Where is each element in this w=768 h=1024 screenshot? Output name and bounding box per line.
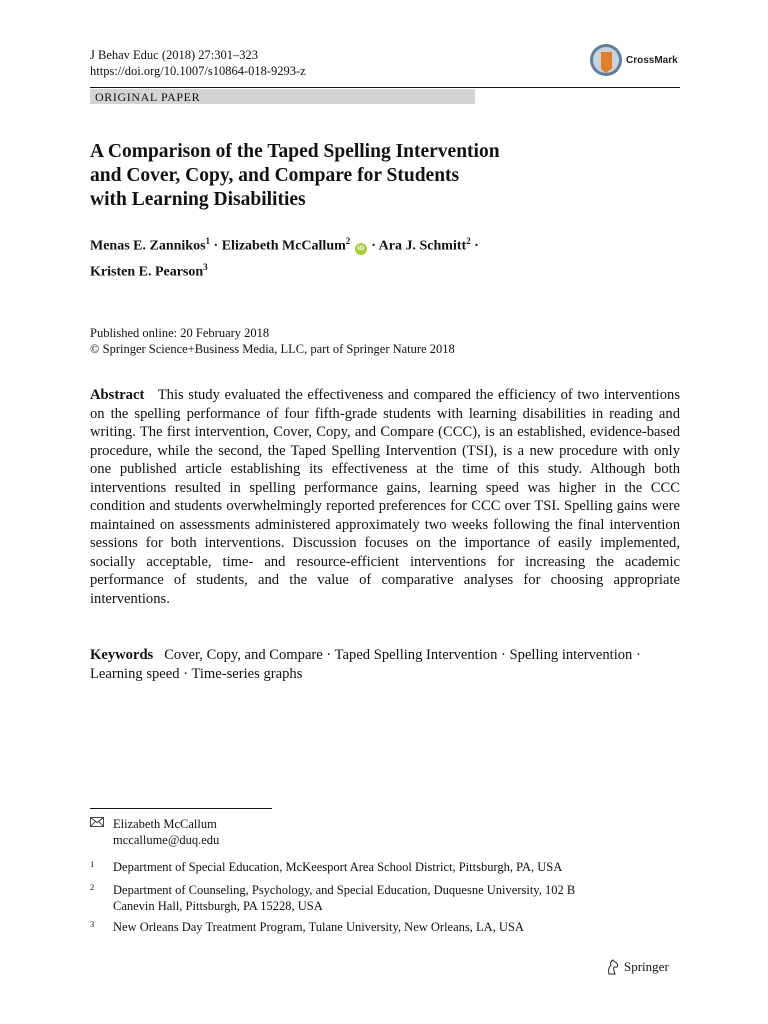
keywords	[90, 646, 680, 683]
copyright: © Springer Science+Business Media, LLC, part of Springer Nature 2018	[90, 342, 455, 356]
envelope-icon	[90, 817, 104, 827]
author-separator: ·	[210, 238, 222, 254]
journal-line: J Behav Educ (2018) 27:301–323	[90, 48, 259, 62]
corresponding-author	[90, 816, 219, 848]
footnote-rule	[90, 808, 272, 809]
article-title	[90, 140, 650, 212]
author-name[interactable]: Ara J. Schmitt	[378, 238, 467, 254]
section-label: ORIGINAL PAPER	[90, 89, 475, 104]
orcid-icon[interactable]: iD	[355, 243, 367, 255]
crossmark-label: CrossMark	[626, 54, 678, 66]
author-affiliation-mark: 3	[203, 261, 208, 272]
author-name[interactable]: Menas E. Zannikos	[90, 238, 206, 254]
publication-info	[90, 325, 455, 357]
published-date: Published online: 20 February 2018	[90, 326, 270, 340]
abstract-text: This study evaluated the effectiveness and compared the efficiency of two interventions on the spelling performance of four fifth-grade students with learning disabilities in reading and writing. The first intervention, Cover, Copy, and Compare (CCC), is an established, evidence-based procedure, while the second, the Taped Spelling Intervention (TSI), is a new procedure with only one published article establishing its effectiveness at the time of this study. Although both interventions resulted in spelling performance gains, learning speed was higher in the CCC condition and students overwhelmingly reported preferences for CCC over TSI. Spelling gains were maintained on assessments administered approximately two weeks following the final intervention sessions for both interventions. Discussion focuses on the importance of easily implemented, socially acceptable, time- and resource-efficient interventions for increasing the academic performance of students, and the value of comparative analyses for choosing appropriate interventions.	[90, 387, 680, 607]
keywords-text: Cover, Copy, and Compare · Taped Spelling Intervention · Spelling intervention · Learning speed · Time-series graphs	[90, 647, 641, 682]
affiliation-number: 3	[90, 919, 95, 929]
affiliation-2	[90, 882, 680, 914]
author-name[interactable]: Kristen E. Pearson	[90, 264, 204, 280]
affiliation-text: Canevin Hall, Pittsburgh, PA 15228, USA	[113, 899, 323, 913]
contact-email[interactable]: mccallume@duq.edu	[113, 833, 220, 847]
affiliation-text: Department of Special Education, McKeesport Area School District, Pittsburgh, PA, USA	[113, 860, 563, 874]
author-list	[90, 231, 680, 282]
abstract	[90, 386, 680, 608]
author-separator: ·	[367, 238, 379, 254]
author-affiliation-mark: 2	[345, 236, 351, 246]
doi-link[interactable]: https://doi.org/10.1007/s10864-018-9293-z	[90, 64, 306, 78]
affiliation-number: 1	[90, 859, 95, 869]
keywords-label: Keywords	[90, 647, 154, 663]
affiliation-text: Department of Counseling, Psychology, and Special Education, Duquesne University, 102 B	[113, 883, 576, 897]
journal-citation	[90, 47, 306, 79]
affiliation-number: 2	[90, 882, 95, 892]
affiliation-1	[90, 859, 680, 875]
publisher-name: Springer	[624, 959, 669, 974]
springer-horse-icon	[606, 959, 620, 975]
title-line: with Learning Disabilities	[90, 189, 306, 210]
affiliation-text: New Orleans Day Treatment Program, Tulane University, New Orleans, LA, USA	[113, 920, 524, 934]
author-separator: ·	[470, 238, 479, 254]
affiliation-3	[90, 919, 680, 935]
header-rule	[90, 87, 680, 88]
title-line: A Comparison of the Taped Spelling Intervention	[90, 141, 500, 162]
crossmark-badge[interactable]	[590, 44, 678, 76]
contact-name: Elizabeth McCallum	[113, 817, 217, 831]
title-line: and Cover, Copy, and Compare for Students	[90, 165, 460, 186]
author-name[interactable]: Elizabeth McCallum	[221, 238, 346, 254]
author-affiliation-mark: 1	[205, 236, 211, 246]
author-affiliation-mark: 2	[466, 236, 471, 246]
abstract-label: Abstract	[90, 387, 145, 403]
crossmark-icon	[590, 44, 622, 76]
publisher-logo	[606, 959, 669, 975]
